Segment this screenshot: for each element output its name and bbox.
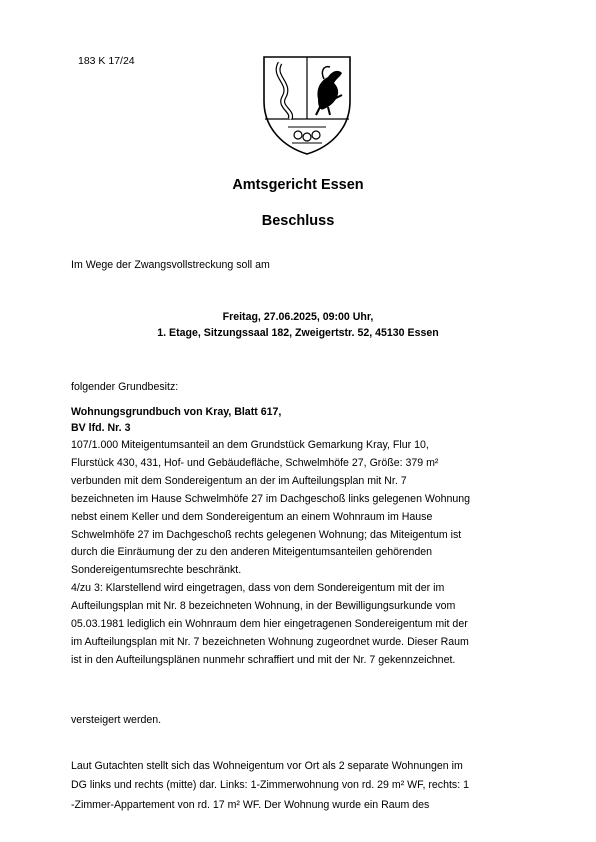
property-description — [71, 437, 470, 670]
case-number: 183 K 17/24 — [78, 55, 135, 67]
description-line: ist in den Aufteilungsplänen nunmehr schraffiert und mit der Nr. 7 gekennzeichnet. — [71, 653, 456, 666]
appointment-location: 1. Etage, Sitzungssaal 182, Zweigertstr. 52, 45130 Essen — [157, 327, 439, 339]
description-line: durch die Einräumung der zu den anderen Miteigentumsanteilen gehörenden — [71, 546, 433, 559]
description-line: 05.03.1981 lediglich ein Wohnraum dem hier eingetragenen Sondereigentum mit der — [71, 618, 468, 631]
property-bv-number: BV lfd. Nr. 3 — [71, 422, 131, 434]
description-line: Flurstück 430, 431, Hof- und Gebäudefläche, Schwelmhöfe 27, Größe: 379 m² — [71, 456, 439, 469]
description-line: nebst einem Keller und dem Sondereigentum an einem Wohnraum im Hause — [71, 510, 433, 523]
appraisal-line: -Zimmer-Appartement von rd. 17 m² WF. Der Wohnung wurde ein Raum des — [71, 798, 430, 811]
property-intro: folgender Grundbesitz: — [71, 381, 179, 393]
coat-of-arms-emblem — [258, 49, 356, 157]
document-type: Beschluss — [261, 213, 335, 229]
appraisal-line: Laut Gutachten stellt sich das Wohneigentum vor Ort als 2 separate Wohnungen im — [71, 760, 463, 772]
description-line: 107/1.000 Miteigentumsanteil an dem Grundstück Gemarkung Kray, Flur 10, — [71, 439, 429, 451]
description-line: 4/zu 3: Klarstellend wird eingetragen, dass von dem Sondereigentum mit der im — [71, 582, 445, 595]
appointment-date: Freitag, 27.06.2025, 09:00 Uhr, — [222, 311, 374, 323]
closing-text: versteigert werden. — [71, 714, 162, 726]
description-line: bezeichneten im Hause Schwelmhöfe 27 im Dachgeschoß links gelegenen Wohnung — [71, 492, 471, 505]
appraisal-line: DG links und rechts (mitte) dar. Links: 1-Zimmerwohnung von rd. 29 m² WF, rechts: 1 — [71, 779, 469, 792]
intro-text: Im Wege der Zwangsvollstreckung soll am — [71, 259, 270, 271]
description-line: im Aufteilungsplan mit Nr. 7 bezeichneten Wohnung zugeordnet wurde. Dieser Raum — [71, 635, 469, 648]
appraisal-text — [71, 757, 469, 815]
description-line: Aufteilungsplan mit Nr. 8 bezeichneten Wohnung, in der Bewilligungsurkunde vom — [71, 600, 456, 613]
description-line: Sondereigentumsrechte beschränkt. — [71, 564, 242, 577]
court-name: Amtsgericht Essen — [232, 177, 364, 193]
description-line: Schwelmhöfe 27 im Dachgeschoß rechts gelegenen Wohnung; das Miteigentum ist — [71, 528, 462, 541]
description-line: verbunden mit dem Sondereigentum an der im Aufteilungsplan mit Nr. 7 — [71, 474, 407, 487]
property-register: Wohnungsgrundbuch von Kray, Blatt 617, — [71, 406, 282, 418]
